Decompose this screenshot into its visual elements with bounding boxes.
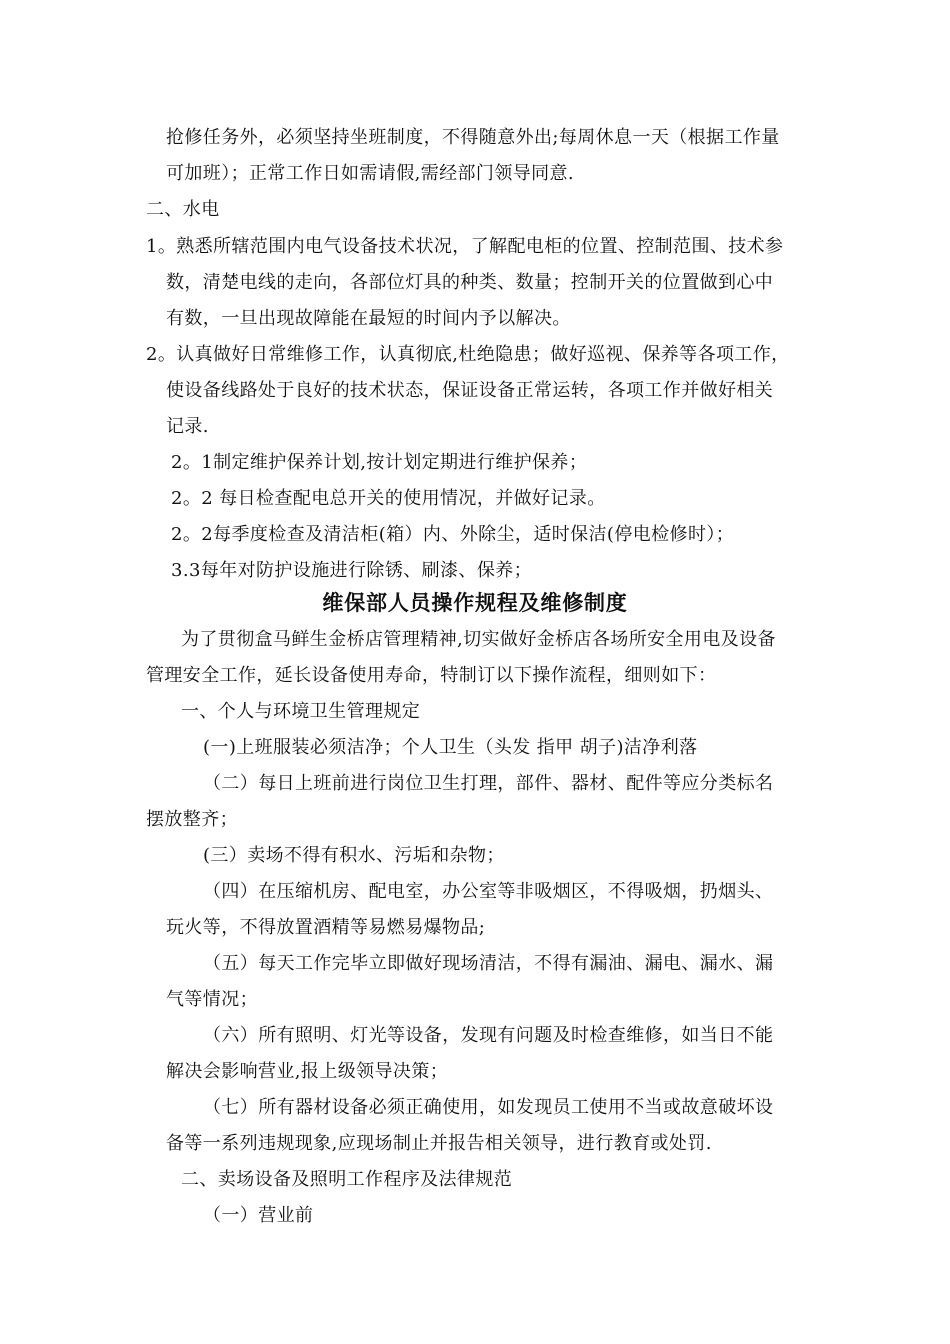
text-line: 2。认真做好日常维修工作，认真彻底,杜绝隐患；做好巡视、保养等各项工作， — [146, 344, 790, 365]
list-item: （六）所有照明、灯光等设备，发现有问题及时检查维修，如当日不能 — [203, 1025, 774, 1046]
text-line: 使设备线路处于良好的技术状态，保证设备正常运转，各项工作并做好相关 — [166, 380, 774, 401]
text-line: 记录. — [166, 416, 209, 437]
list-item: （一）营业前 — [203, 1205, 314, 1226]
text-line: 数，清楚电线的走向，各部位灯具的种类、数量；控制开关的位置做到心中 — [166, 272, 774, 293]
text-line: 气等情况； — [166, 989, 258, 1010]
text-line: 抢修任务外，必须坚持坐班制度，不得随意外出;每周休息一天（根据工作量 — [166, 127, 780, 148]
document-title: 维保部人员操作规程及维修制度 — [322, 591, 628, 615]
text-line: 有数，一旦出现故障能在最短的时间内予以解决。 — [166, 308, 571, 329]
text-line: 1。熟悉所辖范围内电气设备技术状况，了解配电柜的位置、控制范围、技术参 — [146, 236, 784, 257]
list-item: (三）卖场不得有积水、污垢和杂物； — [203, 845, 505, 866]
section-heading: 二、水电 — [146, 199, 220, 220]
list-item: （二）每日上班前进行岗位卫生打理，部件、器材、配件等应分类标名 — [203, 773, 774, 794]
text-line: 管理安全工作，延长设备使用寿命，特制订以下操作流程，细则如下： — [146, 665, 717, 686]
list-item: （五）每天工作完毕立即做好现场清洁，不得有漏油、漏电、漏水、漏 — [203, 953, 774, 974]
text-line: 备等一系列违规现象,应现场制止并报告相关领导，进行教育或处罚. — [166, 1133, 712, 1154]
text-line: 可加班）；正常工作日如需请假,需经部门领导同意. — [166, 163, 575, 184]
list-item: 2。1制定维护保养计划,按计划定期进行维护保养； — [171, 452, 588, 473]
section-heading: 二、卖场设备及照明工作程序及法律规范 — [181, 1169, 513, 1190]
list-item: (一)上班服装必须洁净；个人卫生（头发 指甲 胡子)洁净利落 — [203, 737, 698, 758]
text-line: 为了贯彻盒马鲜生金桥店管理精神,切实做好金桥店各场所安全用电及设备 — [181, 629, 776, 650]
list-item: 3.3每年对防护设施进行除锈、刷漆、保养； — [171, 560, 533, 581]
list-item: 2。2 每日检查配电总开关的使用情况，并做好记录。 — [171, 488, 606, 509]
list-item: （四）在压缩机房、配电室，办公室等非吸烟区，不得吸烟，扔烟头、 — [203, 881, 774, 902]
text-line: 玩火等，不得放置酒精等易燃易爆物品; — [166, 917, 486, 938]
section-heading: 一、个人与环境卫生管理规定 — [181, 701, 421, 722]
text-line: 解决会影响营业,报上级领导决策； — [166, 1061, 449, 1082]
list-item: （七）所有器材设备必须正确使用，如发现员工使用不当或故意破坏设 — [203, 1097, 774, 1118]
list-item: 2。2每季度检查及清洁柜(箱）内、外除尘，适时保洁(停电检修时）； — [171, 524, 735, 545]
text-line: 摆放整齐； — [146, 809, 238, 830]
